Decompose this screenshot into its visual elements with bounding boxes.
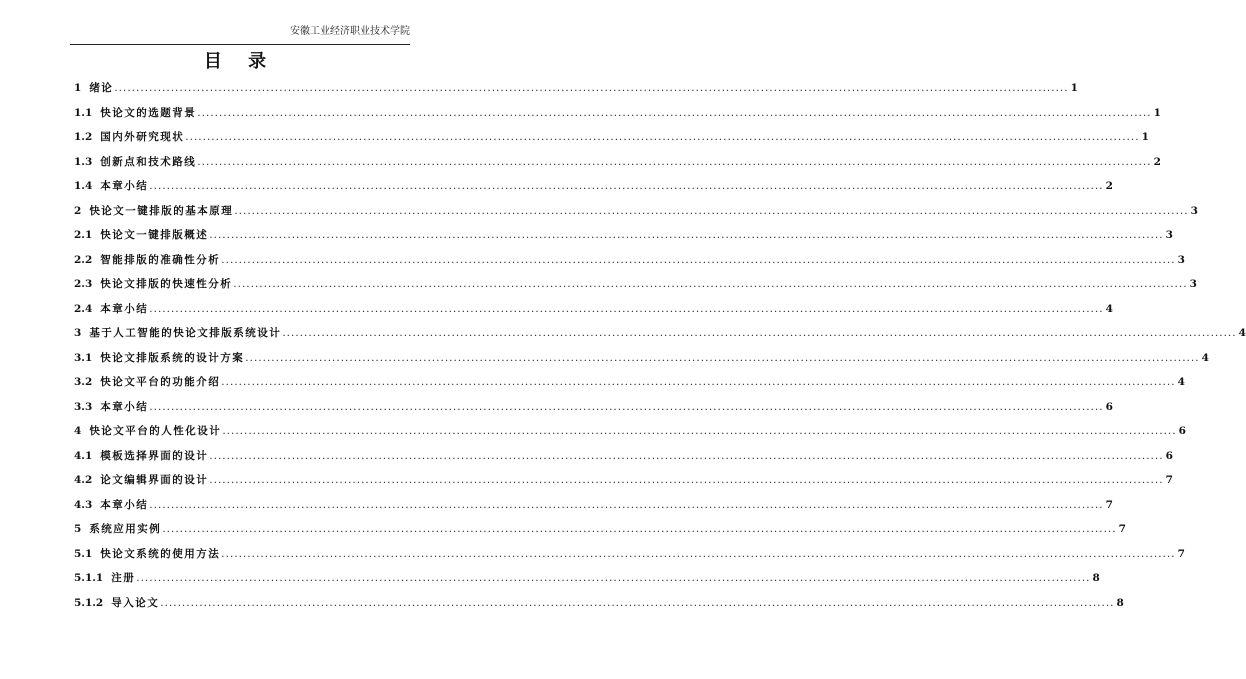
toc-entry-title: 基于人工智能的快论文排版系统设计 xyxy=(89,327,282,339)
toc-entry[interactable] xyxy=(74,448,1173,473)
toc-entry[interactable] xyxy=(74,595,1124,620)
toc-dot-leader: ............................................................................................................................................................................................................................ xyxy=(209,449,1164,462)
toc-dot-leader: ............................................................................................................................................................................................................................ xyxy=(197,106,1152,119)
toc-entry-number: 3.1 xyxy=(74,351,93,364)
toc-entry-title: 本章小结 xyxy=(100,498,149,511)
toc-dot-leader: ............................................................................................................................................................................................................................ xyxy=(162,523,1117,535)
toc-entry-page: 7 xyxy=(1105,498,1113,511)
toc-entry-number: 5.1 xyxy=(74,547,93,560)
toc-entry-number: 3.3 xyxy=(74,400,93,413)
page-title: 目 录 xyxy=(203,51,277,72)
toc-entry-title: 模板选择界面的设计 xyxy=(100,449,209,462)
toc-entry-title: 本章小结 xyxy=(100,400,149,413)
toc-dot-leader: ............................................................................................................................................................................................................................ xyxy=(149,180,1104,192)
toc-entry[interactable] xyxy=(74,301,1113,326)
toc-entry-page: 3 xyxy=(1165,229,1173,241)
toc-entry-page: 1 xyxy=(1153,106,1161,119)
toc-entry-page: 4 xyxy=(1105,302,1113,315)
toc-entry[interactable] xyxy=(74,129,1149,154)
toc-dot-leader: ............................................................................................................................................................................................................................ xyxy=(209,229,1164,241)
toc-entry[interactable] xyxy=(74,350,1209,375)
toc-dot-leader: ............................................................................................................................................................................................................................ xyxy=(222,425,1177,437)
toc-entry-number: 2 xyxy=(74,204,82,217)
toc-dot-leader: ............................................................................................................................................................................................................................ xyxy=(149,400,1104,413)
toc-entry-title: 快论文排版系统的设计方案 xyxy=(100,351,245,364)
toc-entry-number: 4.1 xyxy=(74,449,93,462)
toc-entry-page: 1 xyxy=(1070,82,1078,94)
toc-entry-page: 4 xyxy=(1201,351,1209,364)
toc-dot-leader: ............................................................................................................................................................................................................................ xyxy=(185,131,1140,143)
toc-entry-page: 4 xyxy=(1238,327,1246,339)
toc-entry-page: 6 xyxy=(1178,425,1186,437)
toc-entry-page: 2 xyxy=(1153,155,1161,168)
toc-dot-leader: ............................................................................................................................................................................................................................ xyxy=(221,253,1176,266)
toc-entry-page: 7 xyxy=(1177,547,1185,560)
toc-dot-leader: ............................................................................................................................................................................................................................ xyxy=(282,327,1237,339)
toc-entry-title: 快论文排版的快速性分析 xyxy=(100,278,233,290)
toc-entry-title: 快论文平台的人性化设计 xyxy=(89,425,222,437)
toc-entry[interactable] xyxy=(74,374,1185,399)
toc-dot-leader: ............................................................................................................................................................................................................................ xyxy=(221,547,1176,560)
toc-entry-title: 本章小结 xyxy=(100,302,149,315)
toc-entry[interactable] xyxy=(74,105,1161,130)
toc-entry-number: 1.2 xyxy=(74,131,93,143)
toc-entry-number: 4 xyxy=(74,425,82,437)
toc-entry-title: 快论文平台的功能介绍 xyxy=(100,376,221,388)
toc-entry-page: 8 xyxy=(1116,596,1124,609)
toc-entry-number: 1 xyxy=(74,82,82,94)
toc-entry[interactable] xyxy=(74,203,1198,228)
toc-dot-leader: ............................................................................................................................................................................................................................ xyxy=(160,596,1115,609)
toc-entry-number: 2.2 xyxy=(74,253,93,266)
toc-entry-number: 4.3 xyxy=(74,498,93,511)
toc-entry-title: 注册 xyxy=(111,572,136,584)
toc-entry[interactable] xyxy=(74,423,1186,448)
toc-entry-page: 4 xyxy=(1177,376,1185,388)
toc-entry-title: 导入论文 xyxy=(111,596,160,609)
toc-dot-leader: ............................................................................................................................................................................................................................ xyxy=(245,351,1200,364)
toc-entry-number: 3 xyxy=(74,327,82,339)
toc-entry-title: 绪论 xyxy=(89,82,114,94)
toc-entry[interactable] xyxy=(74,399,1113,424)
page-header xyxy=(70,24,410,45)
toc-entry[interactable] xyxy=(74,497,1113,522)
toc-entry-number: 2.1 xyxy=(74,229,93,241)
table-of-contents xyxy=(74,80,1246,619)
toc-entry[interactable] xyxy=(74,252,1185,277)
toc-entry-number: 1.4 xyxy=(74,180,93,192)
toc-entry[interactable] xyxy=(74,276,1197,301)
toc-entry[interactable] xyxy=(74,570,1100,595)
toc-entry[interactable] xyxy=(74,178,1113,203)
toc-entry-page: 7 xyxy=(1165,474,1173,486)
toc-entry-page: 3 xyxy=(1189,278,1197,290)
toc-dot-leader: ............................................................................................................................................................................................................................ xyxy=(221,376,1176,388)
toc-entry[interactable] xyxy=(74,546,1185,571)
toc-entry-title: 系统应用实例 xyxy=(89,523,162,535)
toc-entry-number: 2.3 xyxy=(74,278,93,290)
toc-entry[interactable] xyxy=(74,521,1126,546)
toc-dot-leader: ............................................................................................................................................................................................................................ xyxy=(136,572,1091,584)
toc-entry-number: 2.4 xyxy=(74,302,93,315)
toc-entry-number: 1.3 xyxy=(74,155,93,168)
toc-entry-title: 论文编辑界面的设计 xyxy=(100,474,209,486)
toc-entry[interactable] xyxy=(74,154,1161,179)
toc-dot-leader: ............................................................................................................................................................................................................................ xyxy=(233,278,1188,290)
toc-entry-page: 3 xyxy=(1190,204,1198,217)
toc-entry-number: 4.2 xyxy=(74,474,93,486)
toc-entry[interactable] xyxy=(74,80,1078,105)
toc-entry-number: 5.1.2 xyxy=(74,596,104,609)
toc-entry-number: 1.1 xyxy=(74,106,93,119)
toc-entry-title: 创新点和技术路线 xyxy=(100,155,197,168)
toc-entry-page: 3 xyxy=(1177,253,1185,266)
toc-entry-title: 快论文的选题背景 xyxy=(100,106,197,119)
toc-entry-page: 1 xyxy=(1141,131,1149,143)
toc-entry-title: 本章小结 xyxy=(100,180,149,192)
toc-entry-page: 8 xyxy=(1092,572,1100,584)
toc-entry-page: 6 xyxy=(1165,449,1173,462)
toc-entry[interactable] xyxy=(74,325,1246,350)
toc-entry-title: 快论文一键排版的基本原理 xyxy=(89,204,234,217)
toc-dot-leader: ............................................................................................................................................................................................................................ xyxy=(209,474,1164,486)
toc-dot-leader: ............................................................................................................................................................................................................................ xyxy=(149,498,1104,511)
toc-entry-title: 快论文系统的使用方法 xyxy=(100,547,221,560)
toc-entry-title: 智能排版的准确性分析 xyxy=(100,253,221,266)
toc-entry-page: 2 xyxy=(1105,180,1113,192)
toc-dot-leader: ............................................................................................................................................................................................................................ xyxy=(149,302,1104,315)
toc-entry[interactable] xyxy=(74,227,1173,252)
toc-entry-number: 5.1.1 xyxy=(74,572,104,584)
toc-entry[interactable] xyxy=(74,472,1173,497)
toc-entry-page: 6 xyxy=(1105,400,1113,413)
toc-entry-title: 国内外研究现状 xyxy=(100,131,185,143)
toc-dot-leader: ............................................................................................................................................................................................................................ xyxy=(234,204,1189,217)
toc-dot-leader: ............................................................................................................................................................................................................................ xyxy=(114,82,1069,94)
toc-entry-number: 5 xyxy=(74,523,82,535)
toc-entry-title: 快论文一键排版概述 xyxy=(100,229,209,241)
toc-dot-leader: ............................................................................................................................................................................................................................ xyxy=(197,155,1152,168)
header-school-name: 安徽工业经济职业技术学院 xyxy=(290,26,410,37)
toc-entry-number: 3.2 xyxy=(74,376,93,388)
toc-entry-page: 7 xyxy=(1118,523,1126,535)
